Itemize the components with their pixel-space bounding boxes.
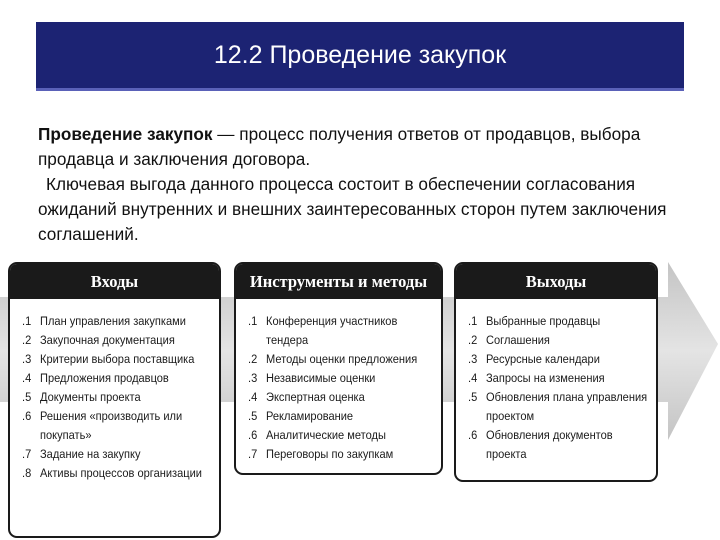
list-item — [22, 388, 213, 407]
item-text: Обновления документов проекта — [486, 428, 613, 461]
item-number: .6 — [248, 428, 258, 442]
item-text: Ресурсные календари — [486, 352, 600, 366]
list-item — [248, 312, 435, 350]
item-number: .3 — [248, 371, 258, 385]
slide-title-text: 12.2 Проведение закупок — [213, 40, 507, 69]
list-item — [22, 369, 213, 388]
tools-heading: Инструменты и методы — [236, 264, 441, 299]
process-term: Проведение закупок — [38, 124, 213, 144]
item-number: .2 — [22, 333, 32, 347]
inputs-heading: Входы — [10, 264, 219, 299]
tools-list — [236, 299, 441, 464]
inputs-list — [10, 299, 219, 483]
item-number: .1 — [468, 314, 478, 328]
item-text: Аналитические методы — [266, 428, 386, 442]
list-item — [248, 445, 435, 464]
item-text: Методы оценки предложения — [266, 352, 418, 366]
item-text: Переговоры по закупкам — [266, 447, 394, 461]
item-text: Решения «производить или покупать» — [40, 409, 183, 442]
item-number: .6 — [22, 409, 32, 423]
item-text: Обновления плана управления проектом — [486, 390, 648, 423]
tools-column — [234, 262, 443, 475]
list-item — [468, 312, 650, 331]
inputs-column — [8, 262, 221, 538]
item-number: .4 — [468, 371, 478, 385]
list-item — [248, 369, 435, 388]
item-number: .7 — [248, 447, 258, 461]
item-number: .7 — [22, 447, 32, 461]
list-item — [22, 331, 213, 350]
list-item — [468, 388, 650, 426]
item-text: Запросы на изменения — [486, 371, 605, 385]
item-number: .1 — [248, 314, 258, 328]
list-item — [468, 369, 650, 388]
item-text: Конференция участников тендера — [266, 314, 398, 347]
item-number: .6 — [468, 428, 478, 442]
slide-title — [36, 22, 684, 91]
item-text: Закупочная документация — [40, 333, 175, 347]
list-item — [468, 426, 650, 464]
item-text: Экспертная оценка — [266, 390, 365, 404]
item-number: .1 — [22, 314, 32, 328]
list-item — [22, 445, 213, 464]
list-item — [248, 407, 435, 426]
item-text: Критерии выбора поставщика — [40, 352, 195, 366]
outputs-heading: Выходы — [456, 264, 656, 299]
definition-paragraph — [38, 122, 698, 172]
item-number: .5 — [248, 409, 258, 423]
item-number: .4 — [248, 390, 258, 404]
list-item — [248, 426, 435, 445]
item-number: .8 — [22, 466, 32, 480]
item-text: Задание на закупку — [40, 447, 141, 461]
item-text: Выбранные продавцы — [486, 314, 601, 328]
item-number: .2 — [248, 352, 258, 366]
item-text: Рекламирование — [266, 409, 354, 423]
item-number: .4 — [22, 371, 32, 385]
list-item — [22, 312, 213, 331]
item-text: Документы проекта — [40, 390, 141, 404]
list-item — [22, 350, 213, 369]
item-number: .3 — [22, 352, 32, 366]
list-item — [22, 464, 213, 483]
item-text: Предложения продавцов — [40, 371, 169, 385]
item-text: План управления закупками — [40, 314, 186, 328]
item-number: .2 — [468, 333, 478, 347]
list-item — [468, 331, 650, 350]
item-number: .5 — [22, 390, 32, 404]
item-text: Независимые оценки — [266, 371, 376, 385]
list-item — [22, 407, 213, 445]
intro-text — [38, 122, 698, 247]
item-number: .5 — [468, 390, 478, 404]
list-item — [248, 388, 435, 407]
benefit-paragraph: Ключевая выгода данного процесса состоит в обеспечении согласования ожиданий внутренних и внешних заинтересованных сторон путем заключения соглашений. — [38, 174, 667, 244]
list-item — [468, 350, 650, 369]
item-number: .3 — [468, 352, 478, 366]
outputs-list — [456, 299, 656, 464]
list-item — [248, 350, 435, 369]
item-text: Соглашения — [486, 333, 550, 347]
process-definition: — процесс получения ответов от продавцов, выбора продавца и заключения договора. — [38, 124, 641, 169]
outputs-column — [454, 262, 658, 482]
item-text: Активы процессов организации — [40, 466, 202, 480]
